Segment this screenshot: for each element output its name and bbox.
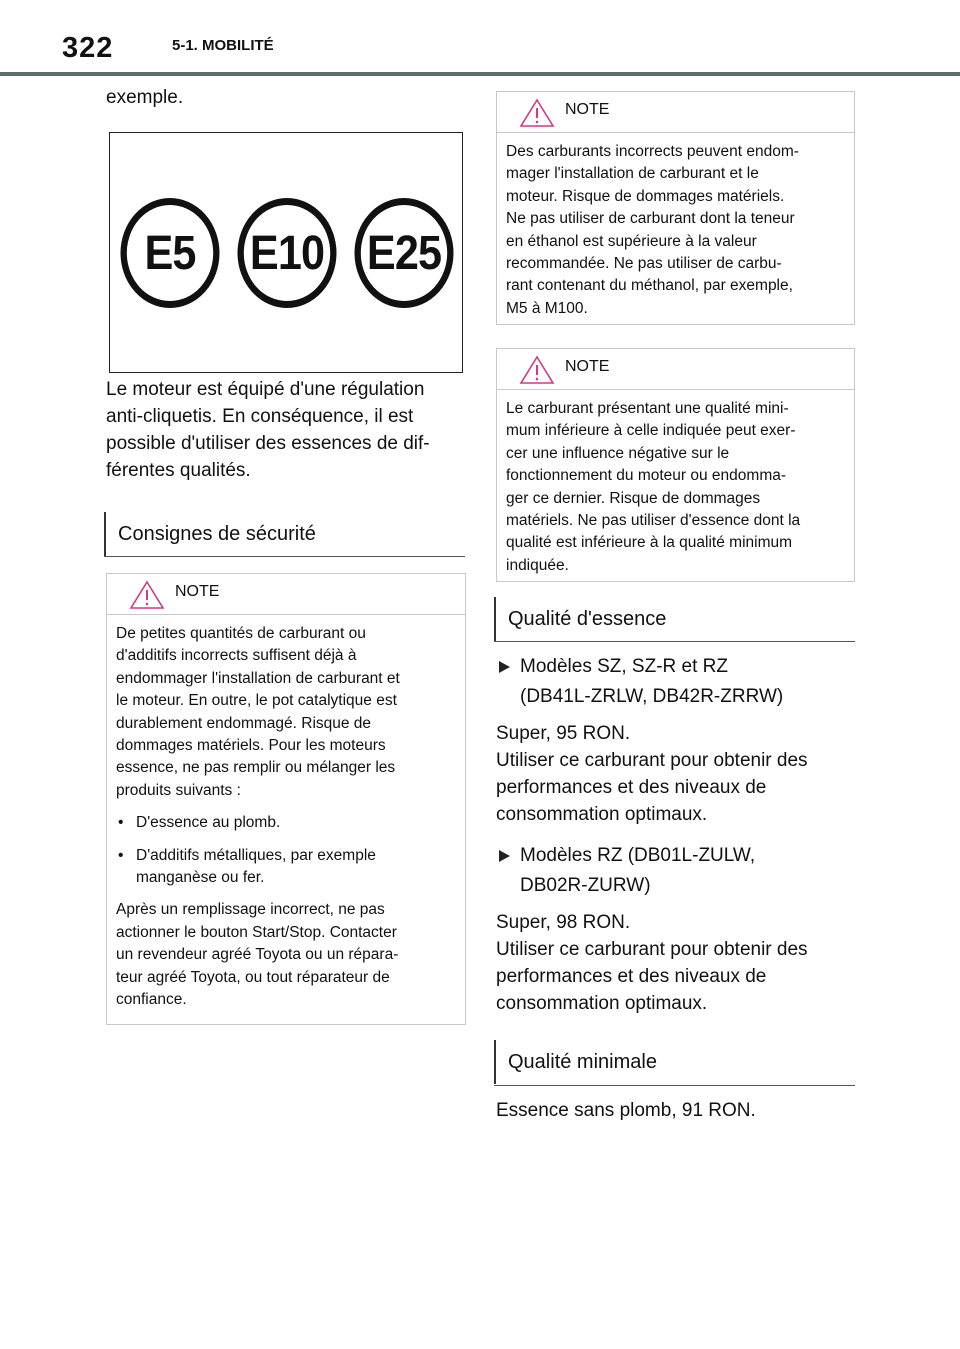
arrow-bullet-icon	[496, 841, 520, 901]
arrow-bullet-icon	[496, 652, 520, 712]
heading-fuel-quality-text: Qualité d'essence	[508, 607, 667, 630]
list-item: • D'additifs métalliques, par exemple manganèse ou fer.	[118, 846, 376, 887]
note-body: De petites quantités de carburant ou d'additifs incorrects suffisent déjà à endommager l'installation de carburant et le moteur. En outre, le pot catalytique est durablement endommagé. Risque de dommages matériels. Pour les moteurs essence, ne pas remplir ou mélanger les produits suivants : • D'essence au plomb. • D'additifs métalliques, par exemple manganèse ou fer. Après un remplissage incorrect, ne pas actionner le bouton Start/Stop. Contacter un revendeur agréé Toyota ou un répara- teur agréé Toyota, ou tout réparateur de confiance.	[107, 615, 465, 1012]
note-minimum-quality	[496, 348, 855, 582]
note-label: NOTE	[175, 583, 220, 600]
header-divider	[0, 72, 960, 76]
intro-paragraph: Le moteur est équipé d'une régulation anti-cliquetis. En conséquence, il est possible d'utiliser des essences de dif- férentes qualités.	[106, 379, 430, 481]
ethanol-label-figure	[109, 132, 463, 373]
note-header	[497, 92, 854, 133]
page-number: 322	[62, 32, 114, 64]
e10-label: E10	[238, 198, 337, 308]
minimum-grade-text: Essence sans plomb, 91 RON.	[496, 1100, 756, 1121]
fuel-quality-section: Modèles SZ, SZ-R et RZ (DB41L-ZRLW, DB42R-ZRRW) Super, 95 RON. Utiliser ce carburant pour obtenir des performances et des niveaux de consommation optimaux. Modèles RZ (DB01L-ZULW, DB02R-ZURW) Super, 98 RON. Utiliser ce carburant pour obtenir des performances et des niveaux de consommation optimaux.	[496, 652, 856, 1017]
warning-icon	[519, 355, 555, 385]
warning-icon	[519, 98, 555, 128]
warning-icon	[129, 580, 165, 610]
heading-minimum-quality	[494, 1040, 657, 1084]
note-incorrect-fuel	[496, 91, 855, 325]
grade-98: Super, 98 RON.	[496, 912, 631, 933]
note-body: Le carburant présentant une qualité mini- mum inférieure à celle indiquée peut exer- cer une influence négative sur le fonctionnement du moteur ou endomma- ger ce dernier. Risque de dommages matériels. Ne pas utiliser d'essence dont la qualité est inférieure à la qualité minimum indiquée.	[506, 400, 801, 574]
page-header	[0, 0, 960, 78]
grade-95: Super, 95 RON.	[496, 723, 631, 744]
note-label: NOTE	[565, 101, 610, 118]
note-header	[497, 349, 854, 390]
heading-safety-text: Consignes de sécurité	[118, 522, 316, 545]
heading-minimum-quality-rule	[494, 1085, 855, 1086]
section-title: 5-1. MOBILITÉ	[172, 37, 274, 54]
heading-fuel-quality	[494, 597, 666, 641]
heading-fuel-quality-rule	[494, 641, 855, 642]
intro-word: exemple.	[106, 87, 184, 108]
note-label: NOTE	[565, 358, 610, 375]
e25-label: E25	[355, 198, 454, 308]
model-item-rz: Modèles RZ (DB01L-ZULW, DB02R-ZURW)	[496, 841, 856, 901]
model-item-sz: Modèles SZ, SZ-R et RZ (DB41L-ZRLW, DB42R-ZRRW)	[496, 652, 856, 712]
list-item: • D'essence au plomb.	[118, 814, 281, 832]
note-body: Des carburants incorrects peuvent endom- mager l'installation de carburant et le moteur. Risque de dommages matériels. Ne pas utiliser de carburant dont la teneur en éthanol est supérieure à la valeur recommandée. Ne pas utiliser de carbu- rant contenant du méthanol, par exemple, M5 à M100.	[506, 143, 799, 317]
note-header	[107, 574, 465, 615]
heading-safety-rule	[104, 556, 465, 557]
e5-label: E5	[121, 198, 220, 308]
heading-minimum-quality-text: Qualité minimale	[508, 1050, 657, 1073]
heading-safety	[104, 512, 316, 556]
note-safety	[106, 573, 466, 1025]
